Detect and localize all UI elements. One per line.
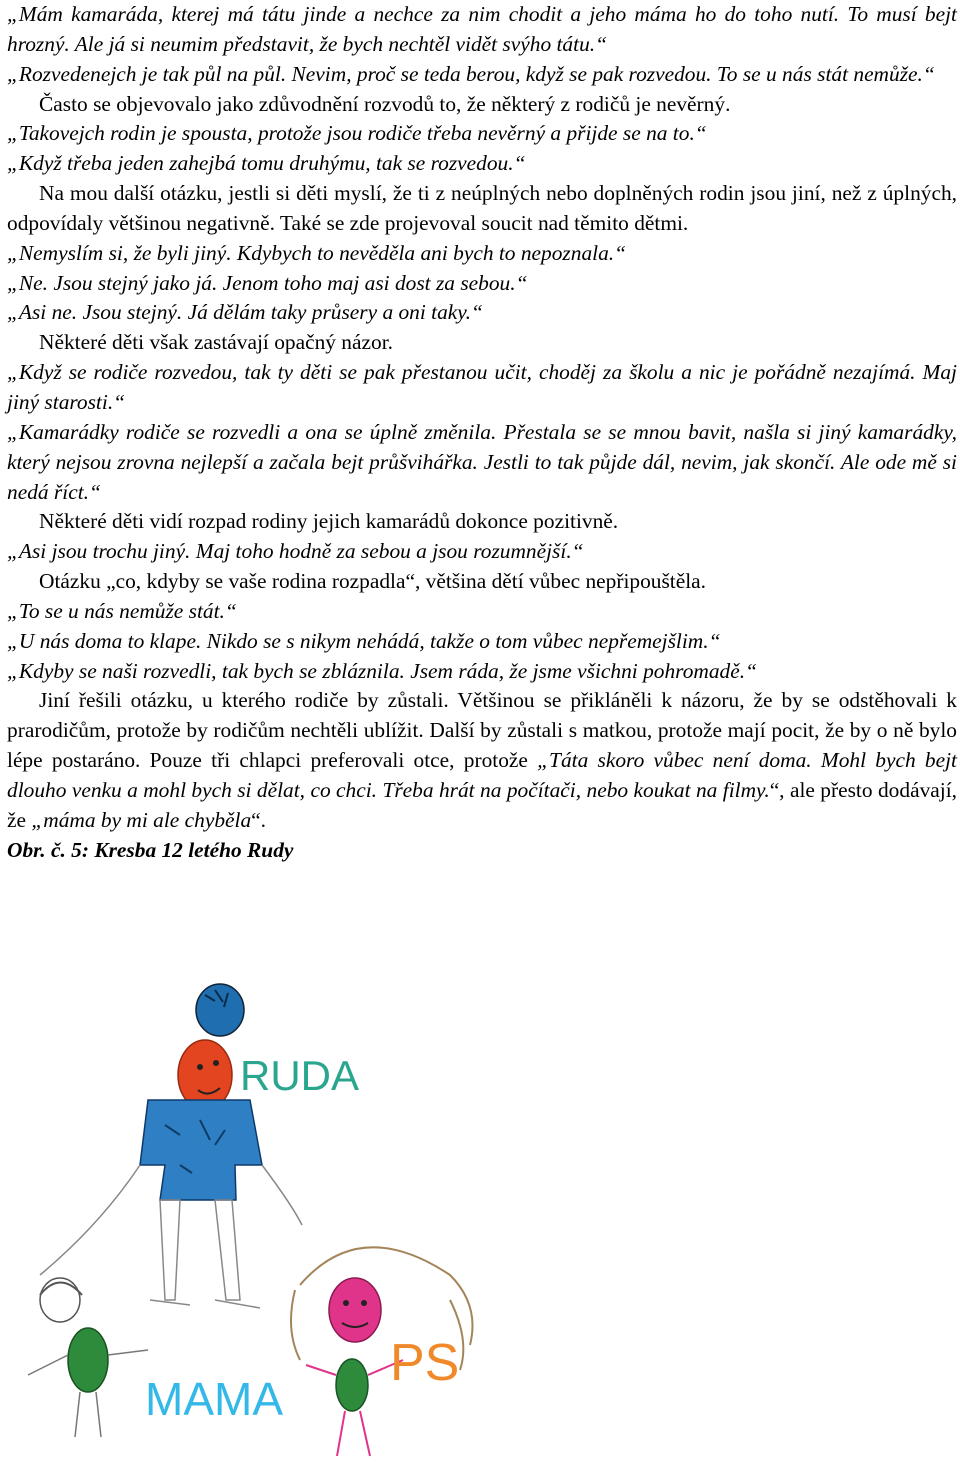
ruda-feet — [150, 1300, 260, 1308]
ruda-label: RUDA — [240, 1052, 360, 1099]
ruda-figure — [40, 984, 359, 1308]
document-text — [7, 0, 957, 865]
ps-label: PS — [390, 1334, 460, 1392]
quote-paragraph: „To se u nás nemůže stát.“ — [7, 598, 237, 623]
final-text-part2: “, ale přesto dodávají, že — [7, 777, 957, 832]
quote-paragraph: „Když třeba jeden zahejbá tomu druhýmu, tak se rozvedou.“ — [7, 151, 526, 176]
mama-body — [336, 1359, 368, 1411]
body-paragraph: Často se objevovalo jako zdůvodnění rozvodů to, že některý z rodičů je nevěrný. — [39, 91, 731, 116]
small-figure-body — [68, 1328, 108, 1392]
ruda-arm — [262, 1165, 302, 1225]
ruda-eye — [213, 1060, 219, 1066]
ruda-leg — [215, 1200, 240, 1300]
quote-paragraph: „Asi ne. Jsou stejný. Já dělám taky průsery a oni taky.“ — [7, 300, 483, 325]
quote-paragraph: „Rozvedenejch je tak půl na půl. Nevim, proč se teda berou, když se pak rozvedou. To se u nás stát nemůže.“ — [7, 61, 935, 86]
mama-figure — [145, 1247, 473, 1456]
mama-head — [329, 1278, 381, 1342]
final-text-part3: “. — [251, 807, 266, 832]
mama-eye — [361, 1300, 367, 1306]
body-paragraph: Otázku „co, kdyby se vaše rodina rozpadla“, většina dětí vůbec nepřipouštěla. — [39, 569, 707, 594]
quote-paragraph: „Kdyby se naši rozvedli, tak bych se zbláznila. Jsem ráda, že jsme všichni pohromadě.“ — [7, 658, 757, 683]
body-paragraph: Některé děti však zastávají opačný názor. — [39, 330, 393, 355]
ruda-arm — [40, 1165, 140, 1275]
small-figure — [28, 1278, 148, 1437]
small-figure-head — [40, 1278, 80, 1322]
quote-paragraph: „Mám kamaráda, kterej má tátu jinde a nechce za nim chodit a jeho máma ho do toho nutí. To musí bejt hrozný. Ale já si neumim představit, že bych nechtěl vidět svýho tátu.“ — [7, 2, 957, 56]
small-figure-legs — [75, 1392, 101, 1437]
quote-paragraph: „Nemyslím si, že byli jiný. Kdybych to nevěděla ani bych to nepoznala.“ — [7, 240, 627, 265]
ruda-leg — [160, 1200, 180, 1300]
final-quote-2: „máma by mi ale chyběla — [31, 807, 252, 832]
quote-paragraph: „Ne. Jsou stejný jako já. Jenom toho maj asi dost za sebou.“ — [7, 270, 528, 295]
ruda-eye — [197, 1064, 203, 1070]
mama-eye — [343, 1300, 349, 1306]
figure-caption: Obr. č. 5: Kresba 12 letého Rudy — [7, 837, 294, 862]
body-paragraph: Na mou další otázku, jestli si děti myslí, že ti z neúplných nebo doplněných rodin jsou jiní, než z úplných, odpovídaly většinou negativně. Také se zde projevoval soucit nad těmito dětmi. — [7, 181, 957, 235]
ruda-shirt — [140, 1100, 262, 1200]
mama-hair — [300, 1247, 473, 1345]
quote-paragraph: „Když se rodiče rozvedou, tak ty děti se pak přestanou učit, choděj za školu a nic je pořádně nezajímá. Maj jiný starosti.“ — [7, 360, 957, 414]
final-text-part1: Jiní řešili otázku, u kterého rodiče by zůstali. Většinou se přikláněli k názoru, že by se odstěhovali k prarodičům, protože by rodičům nechtěli ublížit. Další by zůstali s matkou, protože mají pocit, že by o ně bylo lépe postaráno. Pouze tři chlapci preferovali otce, protože — [7, 688, 957, 773]
ruda-hat — [196, 984, 244, 1036]
mama-label: MAMA — [145, 1373, 283, 1425]
mama-legs — [337, 1411, 370, 1456]
body-paragraph: Některé děti vidí rozpad rodiny jejich kamarádů dokonce pozitivně. — [39, 509, 619, 534]
quote-paragraph: „Kamarádky rodiče se rozvedli a ona se úplně změnila. Přestala se se mnou bavit, našla si jiný kamarádky, který nejsou zrovna nejlepší a začala bejt průšvihářka. Jestli to tak půjde dál, nevim, jak skončí. Ale ode mě si nedá říct.“ — [7, 419, 957, 504]
child-drawing — [0, 955, 960, 1475]
quote-paragraph: „U nás doma to klape. Nikdo se s nikym nehádá, takže o tom vůbec nepřemejšlim.“ — [7, 628, 721, 653]
quote-paragraph: „Asi jsou trochu jiný. Maj toho hodně za sebou a jsou rozumnější.“ — [7, 539, 584, 564]
final-quote-1: „Táta skoro vůbec není doma. Mohl bych bejt dlouho venku a mohl bych si dělat, co chci. Třeba hrát na počítači, nebo koukat na filmy. — [7, 748, 957, 802]
body-paragraph-final — [7, 686, 957, 835]
quote-paragraph: „Takovejch rodin je spousta, protože jsou rodiče třeba nevěrný a přijde se na to.“ — [7, 121, 707, 146]
